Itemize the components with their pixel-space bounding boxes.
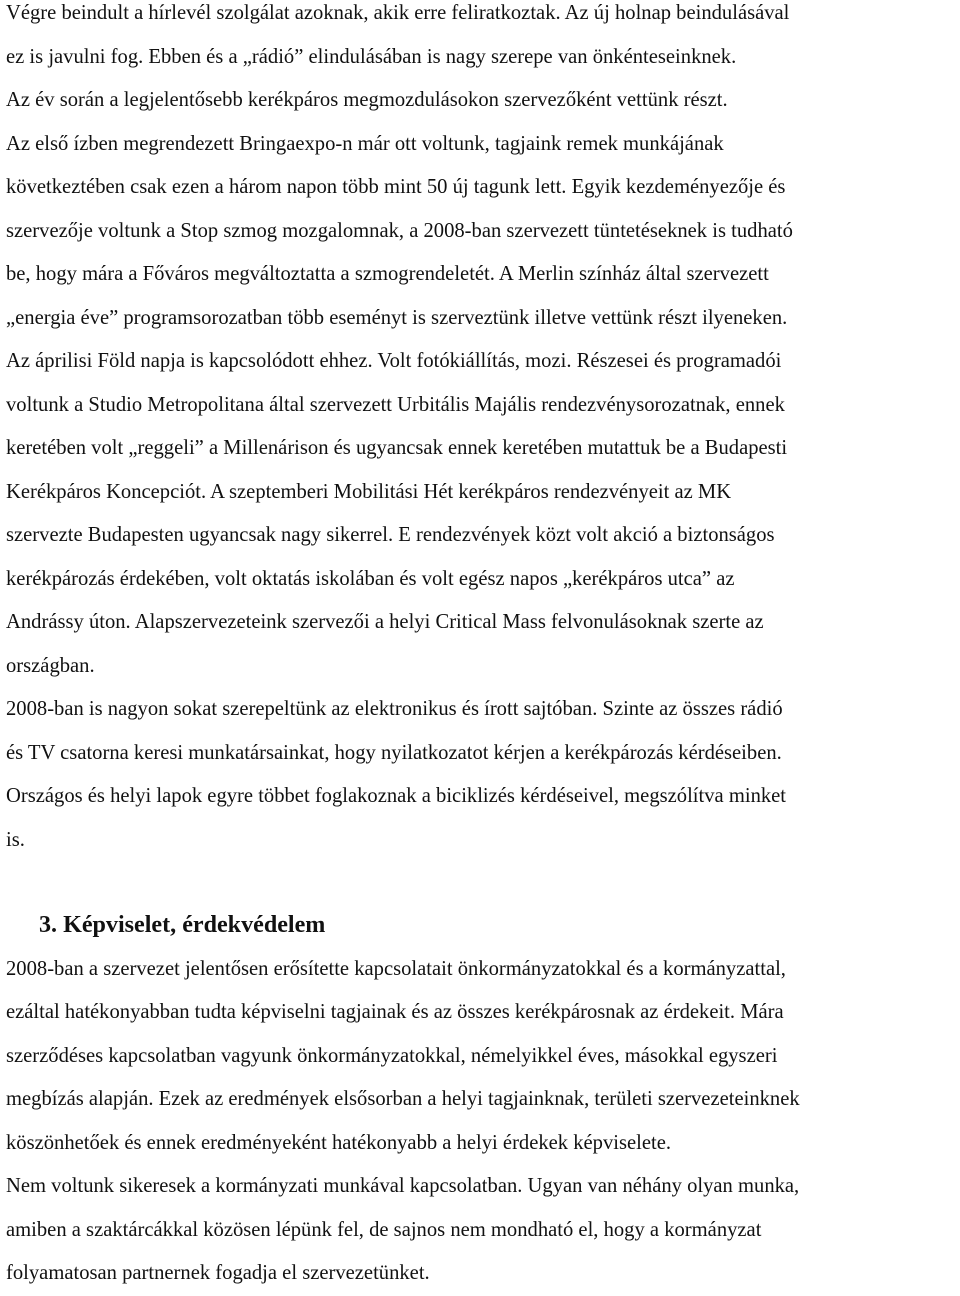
section-heading: 3. Képviselet, érdekvédelem	[39, 912, 326, 938]
paragraph-government: Nem voltunk sikeresek a kormányzati munkával kapcsolatban. Ugyan van néhány olyan munka, amiben a szaktárcákkal közösen lépünk fel, de sajnos nem mondható el, hogy a kormányzat folyamatosan partnernek fogadja el szervezetünket.	[6, 1175, 800, 1284]
paragraph-representation: 2008-ban a szervezet jelentősen erősítette kapcsolatait önkormányzatokkal és a kormányzattal, ezáltal hatékonyabban tudta képviselni tagjainak és az összes kerékpárosnak az érdekeit. Mára szerződéses kapcsolatban vagyunk önkormányzatokkal, némelyikkel éves, másokkal egyszeri megbízás alapján. Ezek az eredmények elsősorban a helyi tagjainknak, területi szervezeteinknek köszönhetőek és ennek eredményeként hatékonyabb a helyi érdekek képviselete.	[6, 957, 800, 1154]
paragraph-media: 2008-ban is nagyon sokat szerepeltünk az elektronikus és írott sajtóban. Szinte az összes rádió és TV csatorna keresi munkatársainkat, hogy nyilatkozatot kérjen a kerékpározás kérdéseiben. Országos és helyi lapok egyre többet foglakoznak a biciklizés kérdéseivel, megszólítva minket is.	[6, 698, 787, 851]
document-page	[6, 0, 960, 1296]
paragraph-events: Végre beindult a hírlevél szolgálat azoknak, akik erre feliratkoztak. Az új holnap beindulásával ez is javulni fog. Ebben és a „rádió” elindulásában is nagy szerepe van önkénteseinknek. Az év során a legjelentősebb kerékpáros megmozdulásokon szervezőként vettünk részt. Az első ízben megrendezett Bringaexpo-n már ott voltunk, tagjaink remek munkájának következtében csak ezen a három napon több mint 50 új tagunk lett. Egyik kezdeményezője és szervezője voltunk a Stop szmog mozgalomnak, a 2008-ban szervezett tüntetéseknek is tudható be, hogy mára a Főváros megváltoztatta a szmogrendeletét. A Merlin színház által szervezett „energia éve” programsorozatban több eseményt is szerveztünk illetve vettünk részt ilyeneken. Az áprilisi Föld napja is kapcsolódott ehhez. Volt fotókiállítás, mozi. Részesei és programadói voltunk a Studio Metropolitana által szervezett Urbitális Majális rendezvénysorozatnak, ennek keretében volt „reggeli” a Millenárison és ugyancsak ennek keretében mutattuk be a Budapesti Kerékpáros Koncepciót. A szeptemberi Mobilitási Hét kerékpáros rendezvényeit az MK szervezte Budapesten ugyancsak nagy sikerrel. E rendezvények közt volt akció a biztonságos kerékpározás érdekében, volt oktatás iskolában és volt egész napos „kerékpáros utca” az Andrássy úton. Alapszervezeteink szervezői a helyi Critical Mass felvonulásoknak szerte az országban.	[6, 2, 793, 677]
